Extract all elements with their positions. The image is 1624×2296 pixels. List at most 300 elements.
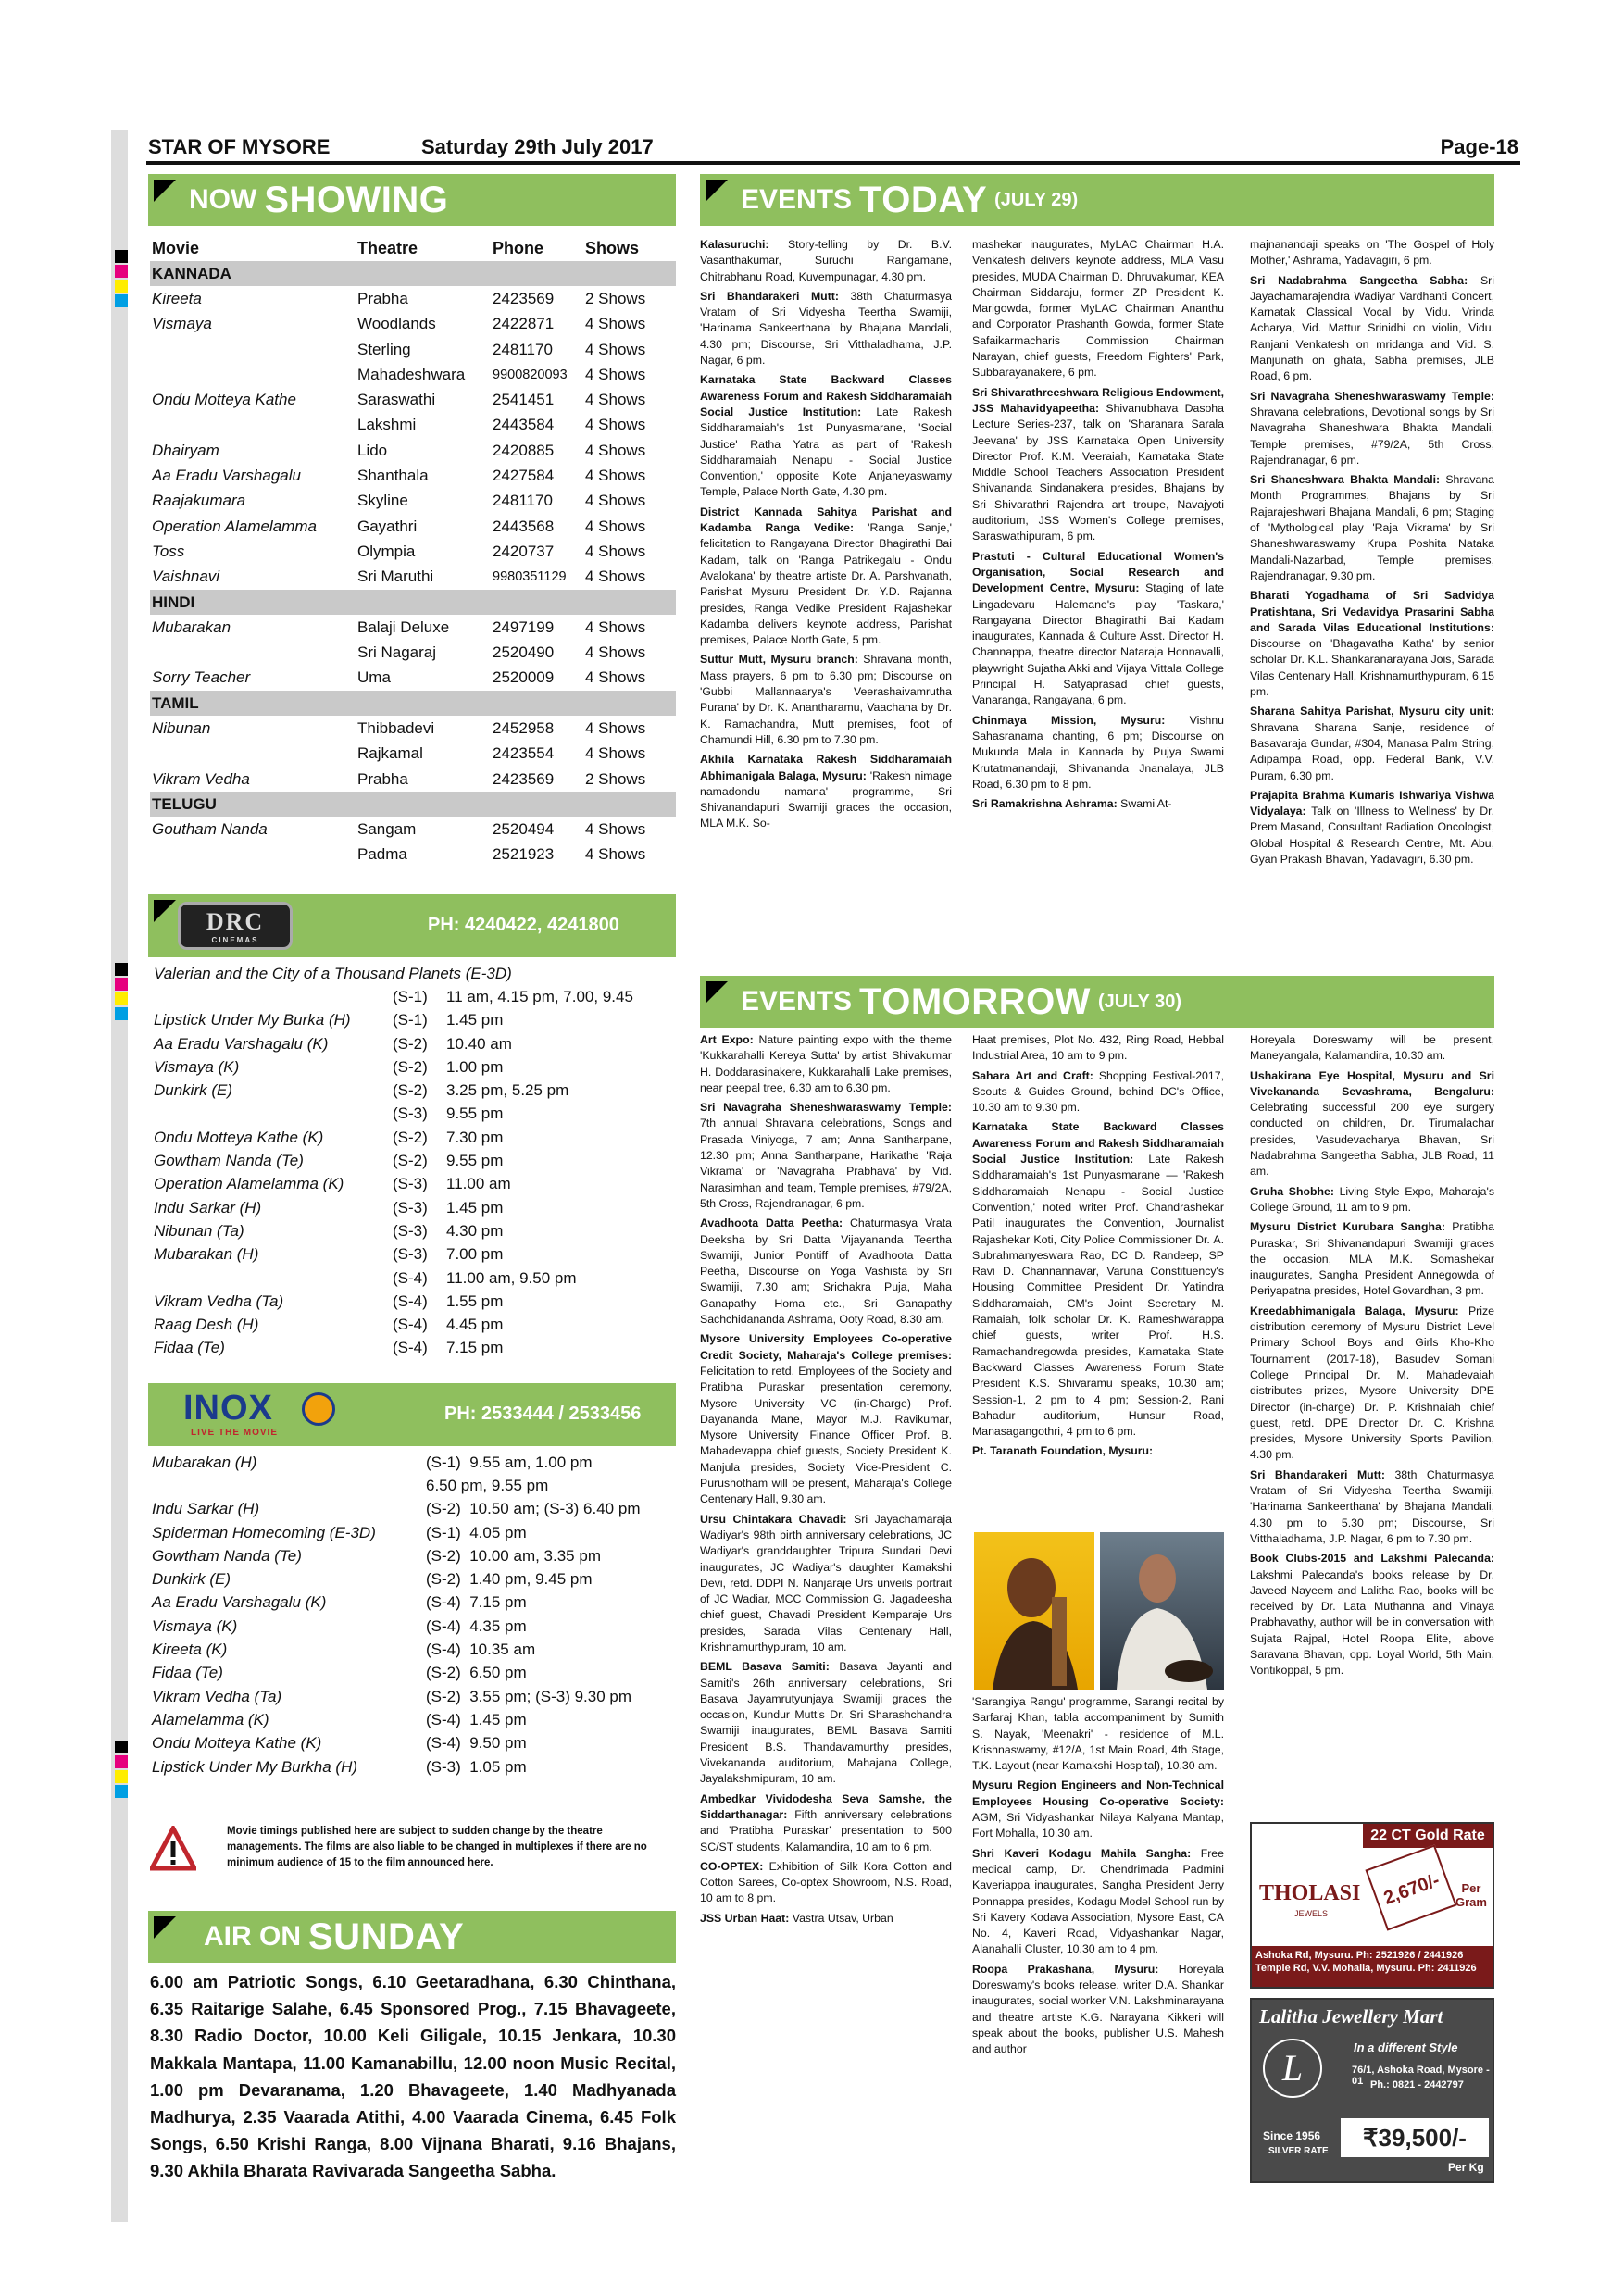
- movie-cell: Dhairyam: [152, 441, 219, 459]
- theatre-cell: Sri Nagaraj: [357, 643, 437, 662]
- movie-cell: Goutham Nanda: [152, 820, 268, 839]
- screen-cell: (S-3): [393, 1221, 428, 1240]
- time-cell: 3.25 pm, 5.25 pm: [446, 1081, 569, 1100]
- time-cell: (S-3) 1.05 pm: [426, 1757, 527, 1776]
- phone-cell: 2520490: [493, 643, 555, 662]
- shows-cell: 4 Shows: [585, 365, 646, 383]
- phone-cell: 2427584: [493, 467, 555, 485]
- event-item: [700, 1032, 952, 1096]
- event-details: Fifth anniversary celebrations and 'Pratibha Puraskar' presentation to 500 SC/ST students, Kalamandira, 10 am to 6 pm.: [700, 1807, 952, 1853]
- event-details: Horeyala Doreswamy's books release, writer D.A. Shankar inaugurates, social worker V.N. Lakshminarayana and theatre artiste K.G. Narayana Kikkeri will speak about the books, publisher U.S. Mahesh and author: [972, 1962, 1224, 2056]
- now-showing-title: SHOWING: [264, 179, 449, 220]
- table-header: [150, 235, 676, 261]
- theatre-cell: Sri Maruthi: [357, 568, 434, 586]
- event-details: mashekar inaugurates, MyLAC Chairman H.A. Venkatesh delivers keynote address, MLA Vasu presides, MUDA Chairman D. Dhruvakumar, KEA Chairman Siddaraju, former ZP President K. Marigowda, former MyLAC Chairman Ananthu and Corporator Prashanth Gowda, former State Safaikarmacharis Commission Chairman Narayan, chief guests, Freedom Fighters' Park, Subbarayanakere, 6 pm.: [972, 238, 1224, 380]
- shows-cell: 4 Shows: [585, 668, 646, 687]
- registration-mark: [115, 1785, 128, 1798]
- theatre-cell: Rajkamal: [357, 744, 423, 763]
- theatre-cell: Woodlands: [357, 315, 436, 333]
- phone-cell: 9900820093: [493, 367, 568, 382]
- event-details: Story-telling by Dr. B.V. Vasanthakumar, Suruchi Rangamane, Chitrabhanu Road, Kuvempunagar, 4.30 pm.: [700, 238, 952, 283]
- events-today-col3: [1250, 237, 1494, 978]
- category-row: [150, 261, 676, 286]
- now-showing-header: [148, 174, 676, 226]
- movie-cell: [152, 985, 391, 1008]
- movie-cell: Kireeta: [152, 289, 202, 307]
- event-organiser: Mysore University Employees Co-operative Credit Society, Maharaja's College premises:: [700, 1332, 952, 1362]
- event-item: [972, 1694, 1224, 1774]
- table-row: [150, 716, 676, 741]
- schedule-row: [152, 1173, 676, 1196]
- event-item: [972, 796, 1224, 812]
- lalitha-phone: Ph.: 0821 - 2442797: [1370, 2079, 1464, 2090]
- schedule-row: [150, 1591, 676, 1615]
- movie-cell: Spiderman Homecoming (E-3D): [152, 1523, 376, 1541]
- event-details: Shopping Festival-2017, Scouts & Guides Ground, behind DC's Office, 10.30 am to 9.30 pm.: [972, 1068, 1224, 1115]
- shows-cell: 4 Shows: [585, 618, 646, 636]
- theatre-cell: Sangam: [357, 820, 417, 839]
- phone-cell: 2423569: [493, 289, 555, 307]
- registration-mark: [115, 978, 128, 991]
- registration-strip: [111, 130, 128, 2222]
- movie-cell: Indu Sarkar (H): [154, 1198, 262, 1217]
- schedule-row: [152, 1243, 676, 1267]
- drc-phone: PH: 4240422, 4241800: [428, 915, 619, 935]
- movie-cell: Gowtham Nanda (Te): [154, 1152, 304, 1170]
- air-title: SUNDAY: [308, 1915, 465, 1957]
- shows-cell: 4 Shows: [585, 744, 646, 763]
- event-organiser: Sharana Sahitya Parishat, Mysuru city unit:: [1250, 705, 1494, 718]
- silver-price: ₹39,500/-: [1341, 2118, 1489, 2157]
- event-organiser: Sri Ramakrishna Ashrama:: [972, 797, 1118, 811]
- event-details: AGM, Sri Vidyashankar Nilaya Kalyana Mantap, Fort Mohalla, 10.30 am.: [972, 1811, 1224, 1841]
- col-phone: Phone: [493, 238, 544, 257]
- col-movie: Movie: [152, 238, 200, 257]
- schedule-row: [150, 1732, 676, 1755]
- time-cell: (S-4) 7.15 pm: [426, 1593, 527, 1612]
- phone-cell: 2420885: [493, 441, 555, 459]
- warning-icon: [150, 1826, 196, 1872]
- movie-cell: Vikram Vedha (Ta): [154, 1292, 284, 1310]
- registration-mark: [115, 1741, 128, 1753]
- shows-cell: 4 Shows: [585, 492, 646, 510]
- theatre-cell: Lido: [357, 441, 388, 459]
- theatre-cell: Padma: [357, 845, 407, 864]
- schedule-row: [150, 1662, 676, 1685]
- shows-cell: 4 Shows: [585, 416, 646, 434]
- events-tomorrow-header: [700, 976, 1494, 1028]
- event-organiser: Shri Kaveri Kodagu Mahila Sangha:: [972, 1846, 1192, 1860]
- theatre-cell: Saraswathi: [357, 391, 436, 409]
- event-item: [972, 549, 1224, 709]
- movie-cell: Fidaa (Te): [154, 1339, 225, 1357]
- table-row: [150, 514, 676, 539]
- time-cell: (S-1) 4.05 pm: [426, 1523, 527, 1541]
- screen-cell: (S-4): [393, 1339, 428, 1357]
- drc-logo: DRC CINEMAS: [178, 902, 293, 950]
- event-details: Lakshmi Palecanda's books release by Dr. Javeed Nayeem and Lalitha Rao, books will be received by Dr. Lata Muthanna and Vinaya Prabhavathy, author will be in conversation with Sujata Rajpal, Hotel Roopa Elite, above Saravana Bhavan, opp. Loyal World, 5th Main, Vontikoppal, 5 pm.: [1250, 1567, 1494, 1678]
- tholasi-address-band: [1252, 1946, 1493, 1987]
- table-row: [150, 387, 676, 412]
- event-organiser: Akhila Karnataka Rakesh Siddharamaiah Abhimanigala Balaga, Mysuru:: [700, 753, 952, 782]
- movie-cell: Indu Sarkar (H): [152, 1500, 260, 1518]
- movie-cell: Alamelamma (K): [152, 1710, 269, 1728]
- event-organiser: Mysuru District Kurubara Sangha:: [1250, 1220, 1445, 1234]
- event-organiser: Mysuru Region Engineers and Non-Technical Employees Housing Co-operative Society:: [972, 1778, 1224, 1808]
- time-cell: 1.45 pm: [446, 1011, 504, 1029]
- event-details: Horeyala Doreswamy will be present, Maneyangala, Kalamandira, 10.30 am.: [1250, 1033, 1494, 1063]
- event-item: [972, 713, 1224, 792]
- event-item: [700, 1512, 952, 1656]
- movie-cell: Valerian and the City of a Thousand Planets (E-3D): [154, 964, 512, 982]
- schedule-row: [152, 1219, 676, 1242]
- table-row: [150, 438, 676, 463]
- schedule-row: [152, 1103, 676, 1126]
- shows-cell: 2 Shows: [585, 289, 646, 307]
- table-row: [150, 640, 676, 665]
- screen-cell: (S-1): [393, 1011, 428, 1029]
- shows-cell: 4 Shows: [585, 820, 646, 839]
- event-organiser: Art Expo:: [700, 1033, 754, 1046]
- movie-cell: [150, 842, 356, 867]
- schedule-row: [150, 1638, 676, 1661]
- table-row: [150, 286, 676, 311]
- event-organiser: Kalasuruchi:: [700, 238, 769, 251]
- events-today-date: (JULY 29): [994, 189, 1079, 210]
- schedule-row: [152, 1149, 676, 1172]
- inox-logo: INOX LIVE THE MOVIE: [183, 1389, 350, 1441]
- phone-cell: 2420737: [493, 542, 555, 560]
- event-item: [1250, 1304, 1494, 1464]
- phone-cell: 2481170: [493, 492, 553, 510]
- category-label: TELUGU: [150, 792, 676, 817]
- event-details: Celebrating successful 200 eye surgery conducted on children, Dr. Tirumalachar presides, Vasudevacharya Bhavan, Sri Nadabrahma Sangeetha Sabha, JLB Road, 11 am.: [1250, 1101, 1494, 1179]
- schedule-row: [150, 1521, 676, 1544]
- event-details: Pratibha Puraskar, Sri Shivanandapuri Swamiji graces the occasion, MLA M.K. Somashekar inaugurates, Sangha President Annegowda of Periyapatna presides, Hotel Govardhan, 3 pm.: [1250, 1220, 1494, 1298]
- category-row: [150, 590, 676, 615]
- event-details: Sri Jayachamarajendra Wadiyar Vardhanti Concert, Karnatak Classical Vocal by Vidu. Vrinda Acharya, Vid. Mattur Srinidhi on violin, Vidu. Ranjani Venkatesh on mridanga and Vid. S. Manjunath on ghata, Sabha premises, JLB Road, 6 pm.: [1250, 273, 1494, 383]
- event-item: [700, 289, 952, 368]
- events-tomorrow-col3: [1250, 1032, 1494, 1810]
- event-item: [1250, 704, 1494, 783]
- table-row: [150, 312, 676, 337]
- time-cell: (S-4) 4.35 pm: [426, 1616, 527, 1635]
- events-tomorrow-col2a: [972, 1032, 1224, 1528]
- event-item: [972, 1068, 1224, 1117]
- table-row: [150, 742, 676, 767]
- movie-cell: [150, 337, 356, 362]
- shows-cell: 4 Shows: [585, 467, 646, 485]
- screen-cell: (S-2): [393, 1057, 428, 1076]
- event-organiser: Gruha Shobhe:: [1250, 1184, 1334, 1198]
- event-item: [972, 1846, 1224, 1958]
- event-details: Vastra Utsav, Urban: [792, 1911, 893, 1925]
- event-organiser: Sri Navagraha Sheneshwaraswamy Temple:: [1250, 389, 1494, 403]
- event-details: 38th Chaturmasya Vratam of Sri Vidyesha Teertha Swamiji, 'Harinama Sankeerthana' by Bhajana Mandali, 4.30 pm to 5.30 pm; Discourse, Sri Vitthaladhama, J.P. Nagar, 6 pm to 7.30 pm.: [1250, 1467, 1494, 1545]
- phone-cell: 2521923: [493, 845, 555, 864]
- screen-cell: (S-1): [393, 987, 428, 1005]
- table-row: [150, 565, 676, 590]
- screen-cell: (S-3): [393, 1104, 428, 1123]
- movie-cell: Mubarakan (H): [152, 1453, 257, 1471]
- schedule-row: [152, 1290, 676, 1313]
- shows-cell: 4 Shows: [585, 845, 646, 864]
- event-organiser: Pt. Taranath Foundation, Mysuru:: [972, 1444, 1154, 1458]
- event-details: 'Sarangiya Rangu' programme, Sarangi recital by Sarfaraj Khan, tabla accompaniment by Sumith S. Nayak, 'Meenakri' - residence of M.L. Krishnaswamy, #12/A, 1st Main Road, 4th Stage, T.K. Layout (near Kamakshi Hospital), 10.30 am.: [972, 1695, 1224, 1773]
- movie-cell: Vikram Vedha (Ta): [152, 1687, 282, 1705]
- movie-cell: Sorry Teacher: [152, 668, 251, 687]
- air-header: [148, 1911, 676, 1963]
- gold-price-badge: 2,670/-: [1365, 1844, 1456, 1930]
- event-item: [972, 1962, 1224, 2058]
- movie-cell: Vismaya: [152, 315, 212, 333]
- inox-sun-icon: [302, 1392, 335, 1426]
- tholasi-addr2: Temple Rd, V.V. Mohalla, Mysuru. Ph: 2411926: [1255, 1963, 1477, 1974]
- screen-cell: (S-4): [393, 1292, 428, 1310]
- event-details: Shravana month, Mass prayers, 6 pm to 6.30 pm; Discourse on 'Gubbi Mallannaarya's Veerashaivamrutha Purana' by Dr. K. Anantharamu, Vaachana by Dr. K. Ramachandra, Mutt premises, foot of Chamundi Hill, 6.30 pm to 7.30 pm.: [700, 653, 952, 746]
- lalitha-tagline: In a different Style: [1354, 2040, 1458, 2054]
- event-organiser: District Kannada Sahitya Parishat and Kadamba Ranga Vedike:: [700, 505, 952, 535]
- event-item: [972, 1778, 1224, 1841]
- phone-cell: 2443568: [493, 517, 555, 535]
- table-row: [150, 615, 676, 640]
- time-cell: 4.45 pm: [446, 1316, 504, 1334]
- movie-cell: Fidaa (Te): [152, 1664, 223, 1682]
- registration-mark: [115, 1755, 128, 1768]
- phone-cell: 2541451: [493, 391, 555, 409]
- registration-mark: [115, 294, 128, 307]
- masthead-date: Saturday 29th July 2017: [421, 135, 654, 158]
- event-details: Exhibition of Silk Kora Cotton and Cotton Sarees, Co-optex Showroom, N.S. Road, 10 am to 8 pm.: [700, 1859, 952, 1905]
- time-cell: (S-2) 1.40 pm, 9.45 pm: [426, 1570, 593, 1589]
- theatre-cell: Uma: [357, 668, 391, 687]
- phone-cell: 2452958: [493, 718, 555, 737]
- tabla-player-photo: [1100, 1532, 1224, 1690]
- event-item: [700, 505, 952, 649]
- event-item: [1250, 1219, 1494, 1299]
- event-organiser: Karnataka State Backward Classes Awareness Forum and Rakesh Siddharamaiah Social Justice Institution:: [972, 1120, 1224, 1167]
- event-organiser: Prastuti - Cultural Educational Women's Organisation, Social Research and Development Centre, Mysuru:: [972, 549, 1224, 595]
- phone-cell: 2497199: [493, 618, 555, 636]
- event-item: [700, 237, 952, 285]
- event-details: Late Rakesh Siddharamaiah's 1st Punyasmarane, 'Social Justice' Ratha Yatra as part of 'Rakesh Siddharamaiah Nenapu - Social Justice Convention,' opposite Kote Anjaneyaswamy Temple, Palace North Gate, 4.30 pm.: [700, 405, 952, 499]
- masthead-page: Page-18: [1440, 135, 1518, 158]
- movie-cell: Gowtham Nanda (Te): [152, 1546, 302, 1565]
- event-details: Basava Jayanti and Samiti's 26th anniversary celebrations, Sri Basava Jayamrutyunjaya Swamiji graces the occasion, Kundur Mutt's Dr. Sri Sharashchandra Swamiji inaugurates, BEML Basava Samiti President B.S. Thandavamurthy presides, Vivekananda auditorium, Mahajana College, Jayalakshmipuram, 10 am.: [700, 1660, 952, 1786]
- event-item: [700, 1791, 952, 1855]
- movie-cell: Operation Alamelamma: [152, 517, 317, 535]
- movie-cell: Mubarakan (H): [154, 1245, 259, 1264]
- event-details: Living Style Expo, Maharaja's College Ground, 11 am to 9 pm.: [1250, 1184, 1494, 1214]
- event-details: Sri Jayachamaraja Wadiyar's 98th birth anniversary celebrations, JC Wadiyar's granddaughter Tripura Sundari Devi inaugurates, JC Wadiyar's daughter Kamakshi Devi, retd. DDPI N. Nanjaraje Urs unveils portrait of JC Wadiar, MCC Commission G. Jagadeesha chief guest, Chavadi President Kemparaje Urs presides, Sarada Vilas Centenary Hall, Krishnamurthypuram, 10 am.: [700, 1512, 952, 1653]
- phone-cell: 2520494: [493, 820, 555, 839]
- event-item: [1250, 273, 1494, 385]
- event-details: 'Ranga Sanje,' felicitation to Rangayana Director Bhagirathi Bai Kadam, talk on 'Ranga Patrikegalu - Ondu Avalokana' by theatre artiste Dr. A. Parshvanath, Parishat Mysuru President Dr. Y.D. Rajanna presides, Ranga Vedike President Rajashekar Kadamba delivers keynote address, Parishat premises, Palace North Gate, 5 pm.: [700, 521, 952, 647]
- schedule-row: [152, 1009, 676, 1032]
- masthead-paper: STAR OF MYSORE: [148, 135, 331, 158]
- theatre-cell: Balaji Deluxe: [357, 618, 450, 636]
- event-details: Free medical camp, Dr. Chendrimada Padmini Kaveriappa inaugurates, Sangha President Jerry Ponnappa presides, Kodagu Model School run by Sri Kavery Kodava Association, Mysore East, CA No. 4, Kaveri Road, Vidyashankar Nagar, Alanahalli Cluster, 10.30 am to 4 pm.: [972, 1846, 1224, 1956]
- time-cell: 9.55 pm: [446, 1152, 504, 1170]
- events-tomorrow-col1: [700, 1032, 952, 2180]
- theatre-cell: Gayathri: [357, 517, 418, 535]
- tholasi-brand-sub: JEWELS: [1294, 1909, 1329, 1918]
- schedule-row: [152, 1337, 676, 1360]
- event-item: [700, 752, 952, 831]
- events-today-col2: [972, 237, 1224, 978]
- theatre-cell: Lakshmi: [357, 416, 417, 434]
- registration-mark: [115, 250, 128, 263]
- event-details: Chaturmasya Vrata Deeksha by Sri Datta Vijayananda Teertha Swamiji, Junior Pontiff of Avadhoota Datta Peetha, Discourse on Yoga Vashista by Sri Swamiji, 7.30 am; Srichakra Puja, Maha Ganapathy Homa etc., Sri Ganapathy Sachchidananda Ashrama, Ooty Road, 8.30 am.: [700, 1217, 952, 1327]
- movie-cell: [150, 362, 356, 387]
- screen-cell: (S-3): [393, 1198, 428, 1217]
- movie-cell: Aa Eradu Varshagalu (K): [154, 1034, 329, 1053]
- event-details: Haat premises, Plot No. 432, Ring Road, Hebbal Industrial Area, 10 am to 9 pm.: [972, 1033, 1224, 1063]
- time-cell: (S-2) 10.50 am; (S-3) 6.40 pm: [426, 1500, 641, 1518]
- theatre-cell: Mahadeshwara: [357, 365, 466, 383]
- registration-mark: [115, 992, 128, 1005]
- event-organiser: Sri Shivarathreeshwara Religious Endowment, JSS Mahavidyapeetha:: [972, 385, 1224, 415]
- event-details: Vishnu Sahasranama chanting, 6 pm; Discourse on Mukunda Mala in Kannada by Pujya Swami Krutatmanandaji, Shivananda Jnanalaya, JLB Road, 6.30 pm to 8 pm.: [972, 713, 1224, 791]
- lalitha-since: Since 1956: [1263, 2129, 1321, 2142]
- events-tomorrow-date: (JULY 30): [1097, 991, 1181, 1012]
- phone-cell: 2481170: [493, 340, 553, 358]
- event-item: [972, 1119, 1224, 1440]
- masthead-rule: [146, 161, 1520, 165]
- schedule-row: [150, 1498, 676, 1521]
- lalitha-address: 76/1, Ashoka Road, Mysore - 01: [1352, 2065, 1490, 2087]
- schedule-row: [150, 1615, 676, 1638]
- silver-price-per: Per Kg: [1448, 2161, 1484, 2174]
- event-organiser: Chinmaya Mission, Mysuru:: [972, 713, 1166, 727]
- movie-cell: Raag Desh (H): [154, 1316, 259, 1334]
- time-cell: 1.45 pm: [446, 1198, 504, 1217]
- shows-cell: 4 Shows: [585, 718, 646, 737]
- event-organiser: Kreedabhimanigala Balaga, Mysuru:: [1250, 1304, 1459, 1317]
- movie-cell: Vaishnavi: [152, 568, 220, 586]
- shows-cell: 4 Shows: [585, 643, 646, 662]
- event-organiser: Sri Shaneshwara Bhakta Mandali:: [1250, 473, 1441, 487]
- event-organiser: Karnataka State Backward Classes Awareness Forum and Rakesh Siddharamaiah Social Justice Institution:: [700, 373, 952, 418]
- gold-rate-title: 22 CT Gold Rate: [1363, 1824, 1493, 1848]
- event-item: [700, 1659, 952, 1787]
- event-organiser: Sri Nadabrahma Sangeetha Sabha:: [1250, 273, 1468, 287]
- screen-cell: (S-4): [393, 1268, 428, 1287]
- time-cell: 4.30 pm: [446, 1221, 504, 1240]
- event-item: [972, 237, 1224, 381]
- schedule-row: [152, 1055, 676, 1079]
- event-details: Prize distribution ceremony of Mysuru District Level Primary School Boys and Girls Kho-Kho Tournament (2017-18), Basudev Somani College Principal Dr. M. Mahadevaiah distributes prizes, Mysore University DPE Director (in-charge) Dr. P. Krishnaiah chief guest, retd. DPE Director Dr. C. Krishna presides, Mysore University Sports Pavilion, 4.30 pm.: [1250, 1304, 1494, 1462]
- time-cell: (S-2) 3.55 pm; (S-3) 9.30 pm: [426, 1687, 632, 1705]
- event-item: [1250, 588, 1494, 700]
- event-item: [972, 385, 1224, 545]
- movie-cell: Nibunan: [152, 718, 211, 737]
- time-cell: 11.00 am: [446, 1175, 511, 1193]
- time-cell: 11.00 am, 9.50 pm: [446, 1268, 577, 1287]
- event-item: [1250, 1467, 1494, 1547]
- time-cell: (S-1) 9.55 am, 1.00 pm: [426, 1453, 593, 1471]
- screen-cell: (S-3): [393, 1175, 428, 1193]
- event-details: 'Rakesh nimage namadondu namana' programme, Sri Shivanandapuri Swamiji graces the occasion, MLA M.K. So-: [700, 768, 952, 830]
- event-details: Shravana Sharana Sanje, residence of Basavaraja Gundar, #304, Manasa Palm String, Adipampa Road, opp. Federal Bank, V.V. Puram, 6.30 pm.: [1250, 720, 1494, 782]
- event-item: [1250, 1032, 1494, 1065]
- event-item: [1250, 1184, 1494, 1217]
- inox-phone: PH: 2533444 / 2533456: [444, 1404, 642, 1424]
- event-organiser: Ursu Chintakara Chavadi:: [700, 1512, 847, 1526]
- event-organiser: Bharati Yogadhama of Sri Sadvidya Pratishtana, Sri Vedavidya Prasarini Sabha and Sarada Vilas Educational Institutions:: [1250, 589, 1494, 634]
- event-organiser: Roopa Prakashana, Mysuru:: [972, 1962, 1159, 1976]
- schedule-row: [150, 1451, 676, 1474]
- time-cell: (S-4) 9.50 pm: [426, 1734, 527, 1753]
- table-row: [150, 337, 676, 362]
- gold-price-per: Per Gram: [1455, 1881, 1487, 1909]
- table-row: [150, 539, 676, 564]
- event-organiser: Sahara Art and Craft:: [972, 1068, 1093, 1082]
- inox-header: [148, 1383, 676, 1446]
- sarangi-player-photo: [974, 1532, 1094, 1690]
- theatre-cell: Prabha: [357, 289, 408, 307]
- table-row: [150, 666, 676, 691]
- movie-cell: Raajakumara: [152, 492, 246, 510]
- event-organiser: BEML Basava Samiti:: [700, 1660, 830, 1674]
- movie-cell: [152, 1103, 391, 1126]
- screen-cell: (S-2): [393, 1081, 428, 1100]
- events-tomorrow-title-small: EVENTS: [741, 986, 853, 1017]
- event-details: Late Rakesh Siddharamaiah's 1st Punyasmarane — 'Rakesh Siddharamaiah Nenapu - Social Justice Convention,' noted writer Prof. Chandrashekar Patil inaugurates the Convention, Journalist Rajashekar Koti, City Police Commissioner Dr. A. Subrahmanyeswara Rao, DC D. Randeep, SP Ravi D. Channannavar, Varuna Constituency's Housing Committee President Dr. Yatindra Siddharamaiah, CM's Joint Secretary M. Ramaiah, folk scholar Dr. K. Rameshwarappa chief guests, writer Prof. H.S. Ramachandregowda presides, Karnataka State Backward Classes Awareness Forum State President K.S. Shivaramu speaks, 10.30 am; Session-1, 2 pm to 4 pm; Session-2, Rani Bahadur auditorium, Hunsur Road, Manasagangothri, 4 pm to 6 pm.: [972, 1153, 1224, 1439]
- event-details: Swami At-: [1120, 797, 1172, 811]
- inox-schedule: [150, 1451, 676, 1778]
- event-organiser: Suttur Mutt, Mysuru branch:: [700, 653, 858, 667]
- movie-cell: Dunkirk (E): [152, 1570, 231, 1589]
- event-item: [700, 1911, 952, 1927]
- category-label: KANNADA: [150, 261, 676, 286]
- schedule-row: [152, 962, 676, 985]
- events-today-header: [700, 174, 1494, 226]
- event-organiser: JSS Urban Haat:: [700, 1911, 790, 1925]
- event-details: 38th Chaturmasya Vratam of Sri Vidyesha Teertha Swamiji, 'Harinama Sankeerthana' by Bhajana Mandali, 4.30 pm; Discourse, Sri Vitthaladhama, J.P. Nagar, 6 pm.: [700, 289, 952, 368]
- table-row: [150, 413, 676, 438]
- registration-mark: [115, 963, 128, 976]
- tholasi-ad: [1250, 1822, 1494, 1989]
- schedule-row: [152, 1079, 676, 1102]
- time-cell: 7.30 pm: [446, 1128, 504, 1146]
- time-cell: 1.55 pm: [446, 1292, 504, 1310]
- events-tomorrow-col2b: [972, 1694, 1224, 2180]
- registration-mark: [115, 1770, 128, 1783]
- movie-cell: [150, 1474, 424, 1497]
- time-cell: (S-4) 10.35 am: [426, 1641, 536, 1659]
- schedule-row: [150, 1544, 676, 1567]
- events-today-col1: [700, 237, 952, 978]
- air-schedule: 6.00 am Patriotic Songs, 6.10 Geetaradhana, 6.30 Chinthana, 6.35 Raitarige Salahe, 6.45 Sponsored Prog., 7.15 Bhavageete, 8.30 Radio Doctor, 10.00 Keli Giligale, 10.15 Jenkara, 10.30 Makkala Mantapa, 11.00 Kamanabillu, 12.00 noon Music Recital, 1.00 pm Devaranama, 1.20 Bhavageete, 1.40 Madhyanada Madhurya, 2.35 Vaarada Atithi, 4.00 Vaarada Cinema, 6.45 Folk Songs, 6.50 Krishi Ranga, 8.00 Vijnana Bharati, 9.16 Bhajans, 9.30 Akhila Bharata Ravivarada Sangeetha Sabha.: [150, 1972, 676, 2181]
- theatre-cell: Shanthala: [357, 467, 429, 485]
- event-details: 7th annual Shravana celebrations, Songs and Prasada Viniyoga, 7 am; Anna Santharpane, 12.30 pm; Anna Santharpane, Harikathe 'Raja Vikrama' or 'Navagraha Prabhava' by Vid. Narasimhan and team, Temple premises, #79/2A, 5th Cross, Rajendranagar, 6 pm.: [700, 1117, 952, 1210]
- event-organiser: Ushakirana Eye Hospital, Mysuru and Sri Vivekananda Sevashrama, Bengaluru:: [1250, 1068, 1494, 1098]
- event-item: [1250, 237, 1494, 269]
- event-item: [700, 1859, 952, 1907]
- category-row: [150, 792, 676, 817]
- table-row: [150, 362, 676, 387]
- event-organiser: Ambedkar Vividodesha Seva Samshe, the Siddarthanagar:: [700, 1791, 952, 1821]
- movie-cell: Nibunan (Ta): [154, 1221, 244, 1240]
- event-item: [1250, 1551, 1494, 1678]
- shows-cell: 4 Shows: [585, 441, 646, 459]
- movie-cell: Kireeta (K): [152, 1641, 228, 1659]
- event-item: [700, 1216, 952, 1328]
- lalitha-brand: Lalitha Jewellery Mart: [1259, 2005, 1443, 2028]
- time-cell: 7.15 pm: [446, 1339, 504, 1357]
- screen-cell: (S-2): [393, 1034, 428, 1053]
